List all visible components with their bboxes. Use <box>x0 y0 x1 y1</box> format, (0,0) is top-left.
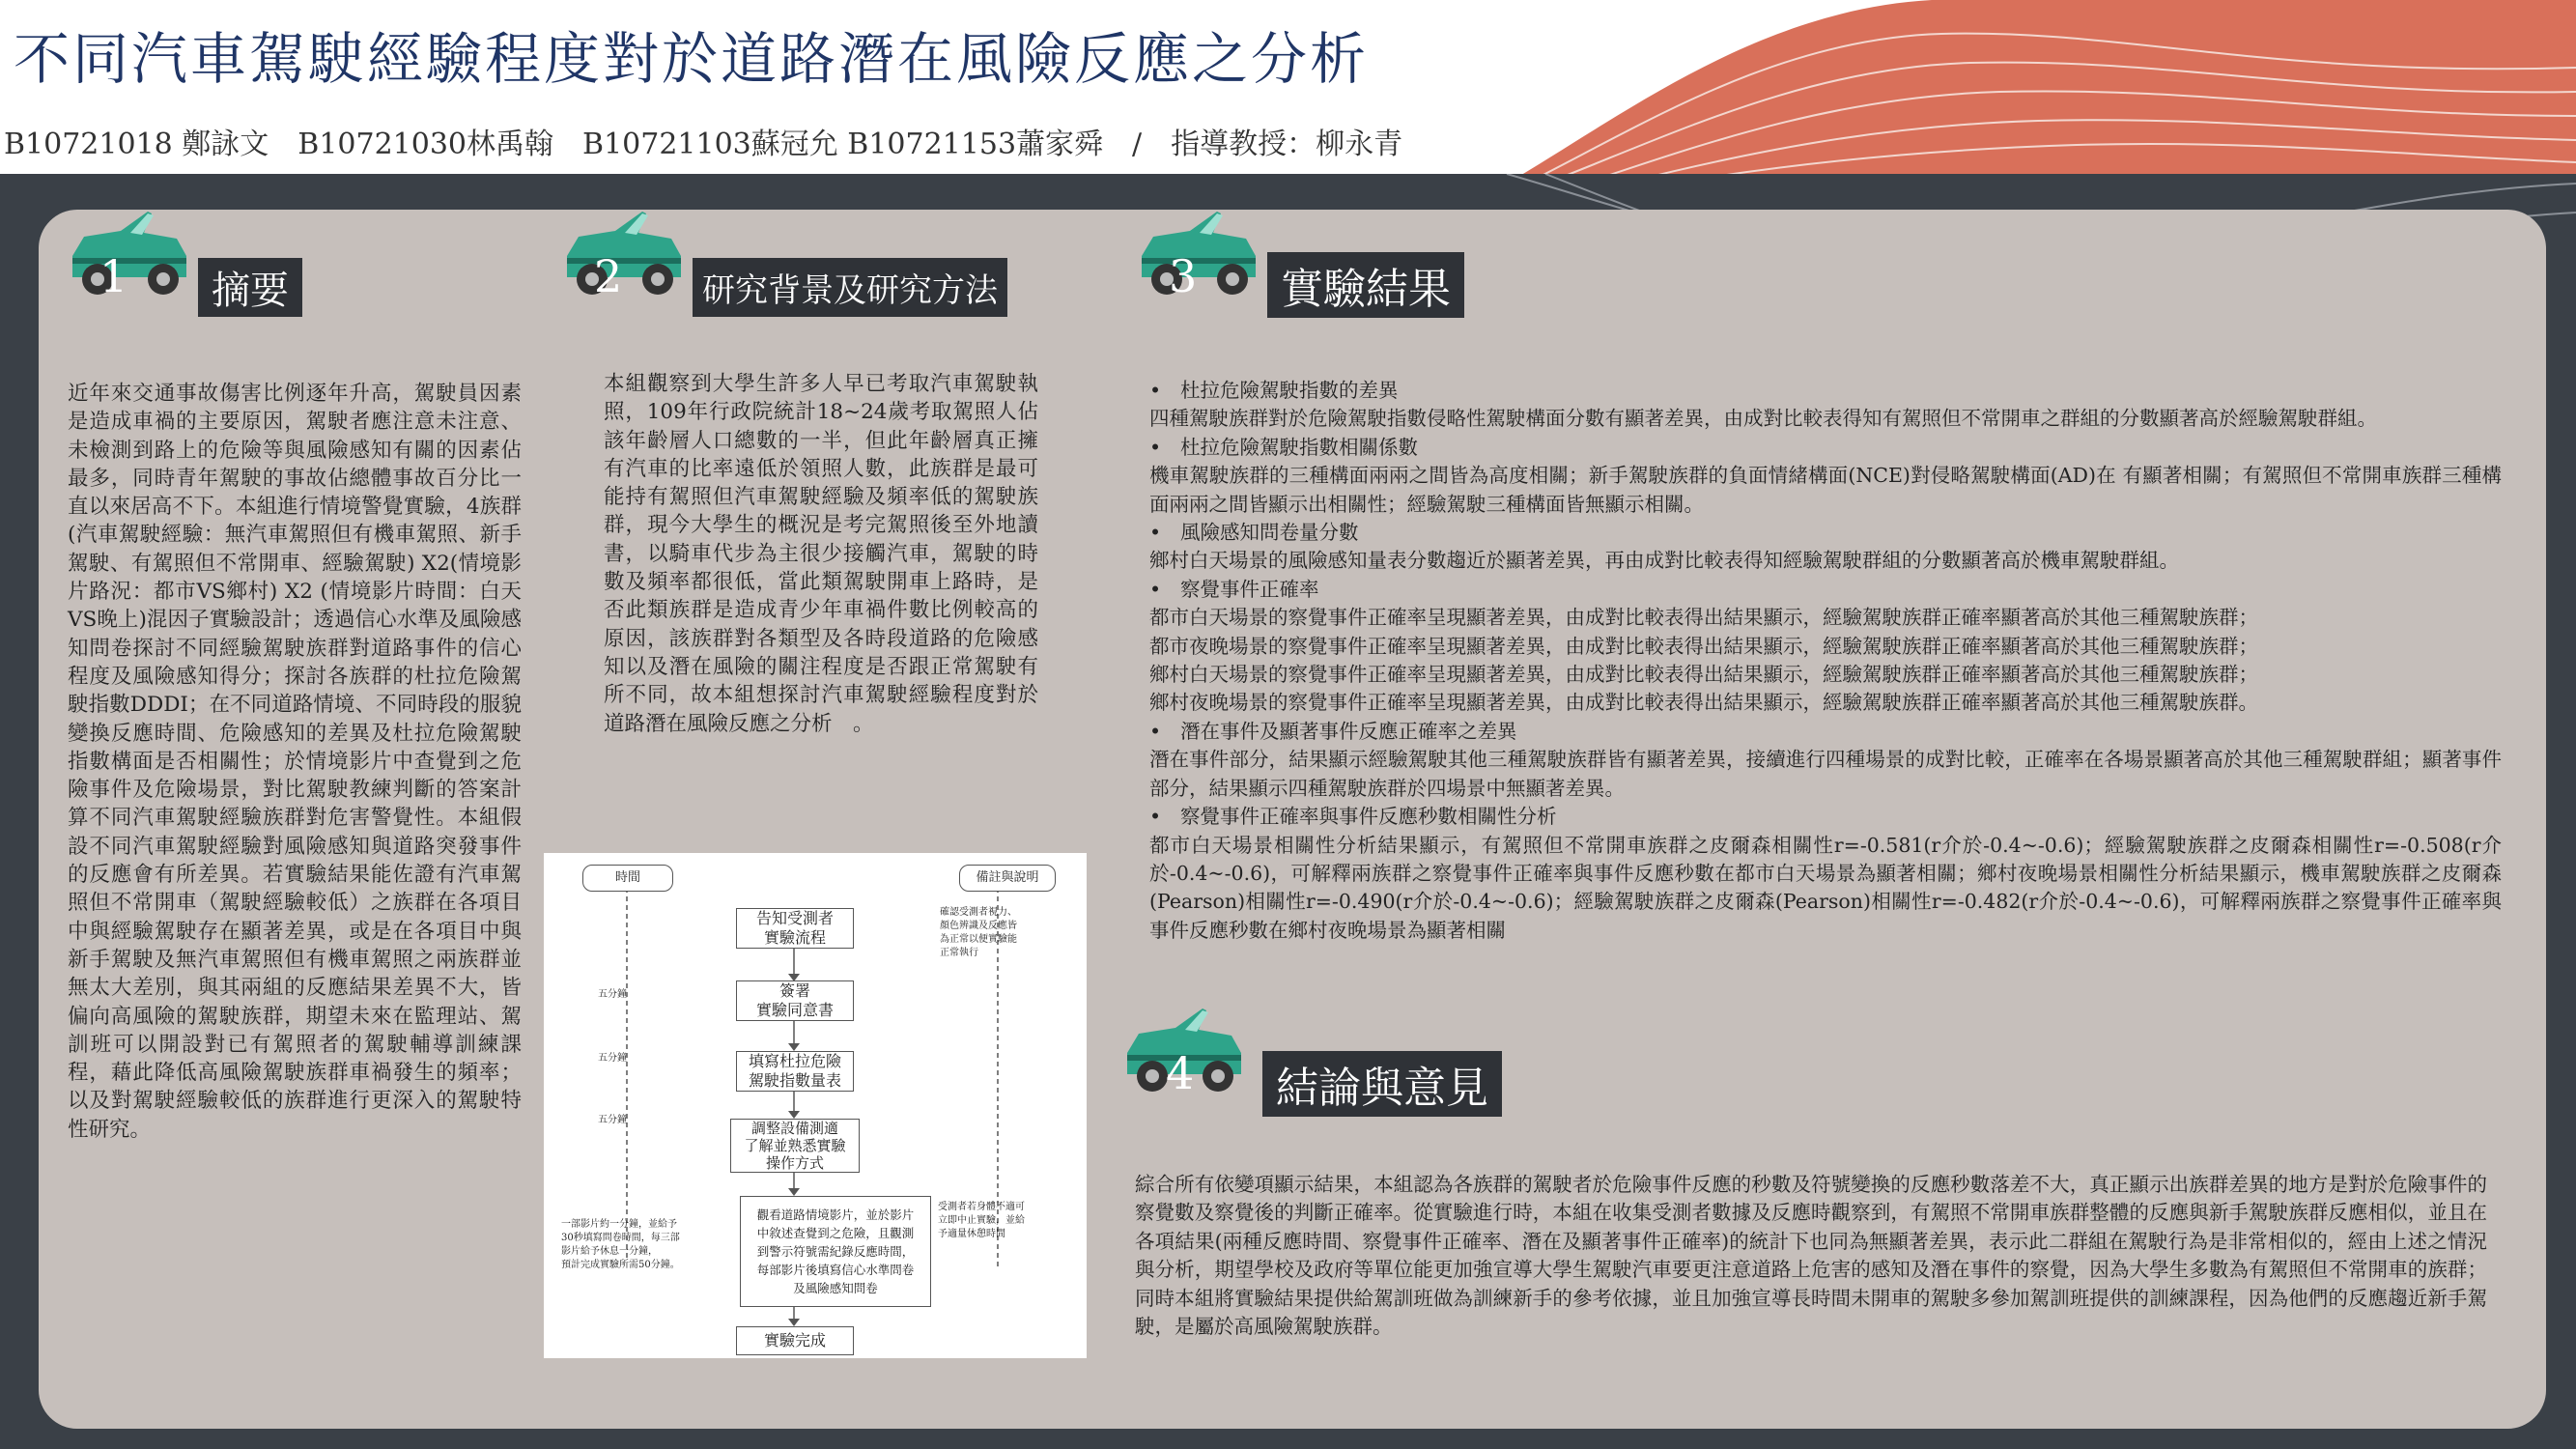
flow-side-note: 受測者若身體不適可 立即中止實驗，並給 予適量休憩時間 <box>938 1202 1025 1239</box>
section-header-conclusion <box>1118 995 1562 1113</box>
section-title: 研究背景及研究方法 <box>693 258 1007 317</box>
result-paragraph: 潛在事件部分，結果顯示經驗駕駛其他三種駕駛族群皆有顯著差異，接續進行四種場景的成對比較，正確率在各場景顯著高於其他三種駕駛群組；顯著事件部分，結果顯示四種駕駛族群於四場景中無顯著差異。 <box>1149 748 2502 800</box>
result-paragraph: 都市夜晚場景的察覺事件正確率呈現顯著差異，由成對比較表得出結果顯示，經驗駕駛族群正確率顯著高於其他三種駕駛族群； <box>1149 634 2258 658</box>
result-paragraph: 四種駕駛族群對於危險駕駛指數侵略性駕駛構面分數有顯著差異，由成對比較表得知有駕照但不常開車之群組的分數顯著高於經驗駕駛群組。 <box>1149 407 2377 431</box>
conclusion-text: 綜合所有依變項顯示結果，本組認為各族群的駕駛者於危險事件反應的秒數及符號變換的反應秒數落差不大，真正顯示出族群差異的地方是對於危險事件的察覺數及察覺後的判斷正確率。從實驗進行時，本組在收集受測者數據及反應時觀察到，有駕照不常開車族群整體的反應與新手駕駛族群反應相似，並且在各項結果(兩種反應時間、察覺事件正確率、潛在及顯著事件正確率)的統計下也同為無顯著差異，表示此二群組在駕駛行為是非常相似的，經由上述之情況與分析，期望學校及政府等單位能更加強宣導大學生駕駛汽車要更注意道路上危害的感知及潛在事件的察覺，因為大學生多數為有駕照但不常開車的族群；同時本組將實驗結果提供給駕訓班做為訓練新手的參考依據，並且加強宣導長時間未開車的駕駛多參加駕訓班提供的訓練課程，因為他們的反應趨近新手駕駛，是屬於高風險駕駛族群。 <box>1135 1173 2487 1339</box>
result-bullet: • 風險感知問卷量分數 <box>1149 521 1359 545</box>
result-paragraph: 都市白天場景的察覺事件正確率呈現顯著差異，由成對比較表得出結果顯示，經驗駕駛族群正確率顯著高於其他三種駕駛族群； <box>1149 606 2258 630</box>
result-paragraph: 鄉村白天場景的察覺事件正確率呈現顯著差異，由成對比較表得出結果顯示，經驗駕駛族群正確率顯著高於其他三種駕駛族群； <box>1149 663 2258 687</box>
car-icon <box>1132 198 1267 304</box>
result-paragraph: 鄉村白天場景的風險感知量表分數趨近於顯著差異，再由成對比較表得知經驗駕駛群組的分數顯著高於機車駕駛群組。 <box>1149 549 2179 573</box>
section-header-abstract <box>63 198 333 313</box>
result-bullet: • 察覺事件正確率 <box>1149 577 1319 601</box>
flow-step: 填寫杜拉危險 駕駛指數量表 <box>736 1051 854 1092</box>
result-bullet: • 杜拉危險駕駛指數的差異 <box>1149 379 1399 402</box>
flow-side-note: 確認受測者視力、 顏色辨識及反應皆 為正常以便實驗能 正常執行 <box>940 907 1017 958</box>
experiment-flowchart <box>544 853 1087 1358</box>
result-paragraph: 都市白天場景相關性分析結果顯示，有駕照但不常開車族群之皮爾森相關性r=-0.581(r介於-0.4~-0.6)；經驗駕駛族群之皮爾森相關性r=-0.508(r介於-0.4~-0.6)，可解釋兩族群之察覺事件正確率與事件反應秒數在都市白天場景為顯著相關；鄉村夜晚場景相關性分析結果顯示，機車駕駛族群之皮爾森(Pearson)相關性r=-0.490(r介於-0.4~-0.6)；經驗駕駛族群之皮爾森(Pearson)相關性r=-0.482(r介於-0.4~-0.6)，可解釋兩族群之察覺事件正確率與事件反應秒數在鄉村夜晚場景為顯著相關 <box>1149 833 2502 942</box>
background-text: 本組觀察到大學生許多人早已考取汽車駕駛執照，109年行政院統計18~24歲考取駕照人佔該年齡層人口總數的一半，但此年齡層真正擁有汽車的比率遠低於領照人數，此族群是最可能持有駕照但汽車駕駛經驗及頻率低的駕駛族群，現今大學生的概況是考完駕照後至外地讀書，以騎車代步為主很少接觸汽車，駕駛的時數及頻率都很低，當此類駕駛開車上路時，是否此類族群是造成青少年車禍件數比例較高的原因，該族群對各類型及各時段道路的危險感知以及潛在風險的關注程度是否跟正常駕駛有所不同，故本組想探討汽車駕駛經驗程度對於道路潛在風險反應之分析 。 <box>604 372 1038 736</box>
section-title: 實驗結果 <box>1267 252 1464 318</box>
flow-step: 調整設備測適 了解並熟悉實驗 操作方式 <box>730 1119 860 1173</box>
flow-step: 觀看道路情境影片，並於影片 中敘述查覺到之危險，且觀測 到警示符號需紀錄反應時間， 每部影片後填寫信心水準問卷 及風險感知問卷 <box>740 1196 931 1307</box>
author-list: B10721018 鄭詠文 B10721030林禹翰 B10721103蘇冠允 B10721153蕭家舜 / 指導教授：柳永青 <box>4 128 1403 161</box>
section-title: 摘要 <box>198 258 302 317</box>
section-title: 結論與意見 <box>1262 1051 1502 1117</box>
flow-time-note: 一部影片約一分鐘，並給予 30秒填寫問卷時間，每三部 影片給予休息一分鐘， 預計完成實驗所需50分鐘。 <box>561 1219 680 1270</box>
flow-step: 告知受測者 實驗流程 <box>736 908 854 949</box>
flow-step: 實驗完成 <box>736 1326 854 1355</box>
results-text <box>1149 377 2502 945</box>
car-icon <box>557 198 693 304</box>
flow-time-header: 時間 <box>582 865 673 892</box>
flow-time-note: 五分鐘 <box>598 989 627 1000</box>
result-paragraph: 機車駕駛族群的三種構面兩兩之間皆為高度相關；新手駕駛族群的負面情緒構面(NCE)對侵略駕駛構面(AD)在 有顯著相關；有駕照但不常開車族群三種構面兩兩之間皆顯示出相關性；經驗駕駛三種構面皆無顯示相關。 <box>1149 464 2502 516</box>
car-icon <box>63 198 198 304</box>
section-number: 1 <box>99 250 128 302</box>
flow-time-note: 五分鐘 <box>598 1115 627 1125</box>
result-bullet: • 杜拉危險駕駛指數相關係數 <box>1149 435 1418 459</box>
section-header-background <box>557 198 1060 310</box>
section-number: 4 <box>1166 1047 1195 1099</box>
result-paragraph: 鄉村夜晚場景的察覺事件正確率呈現顯著差異，由成對比較表得出結果顯示，經驗駕駛族群正確率顯著高於其他三種駕駛族群。 <box>1149 691 2258 715</box>
flow-notes-header: 備註與說明 <box>959 865 1056 892</box>
abstract-text: 近年來交通事故傷害比例逐年升高，駕駛員因素是造成車禍的主要原因，駕駛者應注意未注意、未檢測到路上的危險等與風險感知有關的因素佔最多，同時青年駕駛的事故佔總體事故百分比一直以來居高不下。本組進行情境警覺實驗，4族群(汽車駕駛經驗：無汽車駕照但有機車駕照、新手駕駛、有駕照但不常開車、經驗駕駛) X2(情境影片路況：都市VS鄉村) X2 (情境影片時間：白天VS晚上)混因子實驗設計；透過信心水準及風險感知問卷探討不同經驗駕駛族群對道路事件的信心程度及風險感知得分；探討各族群的杜拉危險駕駛指數DDDI；在不同道路情境、不同時段的服貌變換反應時間、危險感知的差異及杜拉危險駕駛指數構面是否相關性；於情境影片中查覺到之危險事件及危險場景，對比駕駛教練判斷的答案計算不同汽車駕駛經驗族群對危害警覺性。本組假設不同汽車駕駛經驗對風險感知與道路突發事件的反應會有所差異。若實驗結果能佐證有汽車駕照但不常開車（駕駛經驗較低）之族群在各項目中與經驗駕駛存在顯著差異，或是在各項目中與新手駕駛及無汽車駕照但有機車駕照之兩族群並無太大差別，與其兩組的反應結果差異不大，皆偏向高風險的駕駛族群，期望未來在監理站、駕訓班可以開設對已有駕照者的駕駛輔導訓練課程，藉此降低高風險駕駛族群車禍發生的頻率；以及對駕駛經驗較低的族群進行更深入的駕駛特性研究。 <box>68 382 522 1142</box>
section-number: 3 <box>1169 250 1198 302</box>
flow-step: 簽署 實驗同意書 <box>736 980 854 1021</box>
header-band <box>0 0 2576 184</box>
section-number: 2 <box>594 250 623 302</box>
section-header-results <box>1132 198 1499 314</box>
page-title: 不同汽車駕駛經驗程度對於道路潛在風險反應之分析 <box>14 26 1370 92</box>
flow-time-note: 五分鐘 <box>598 1053 627 1064</box>
result-bullet: • 潛在事件及顯著事件反應正確率之差異 <box>1149 719 1517 743</box>
result-bullet: • 察覺事件正確率與事件反應秒數相關性分析 <box>1149 805 1557 829</box>
